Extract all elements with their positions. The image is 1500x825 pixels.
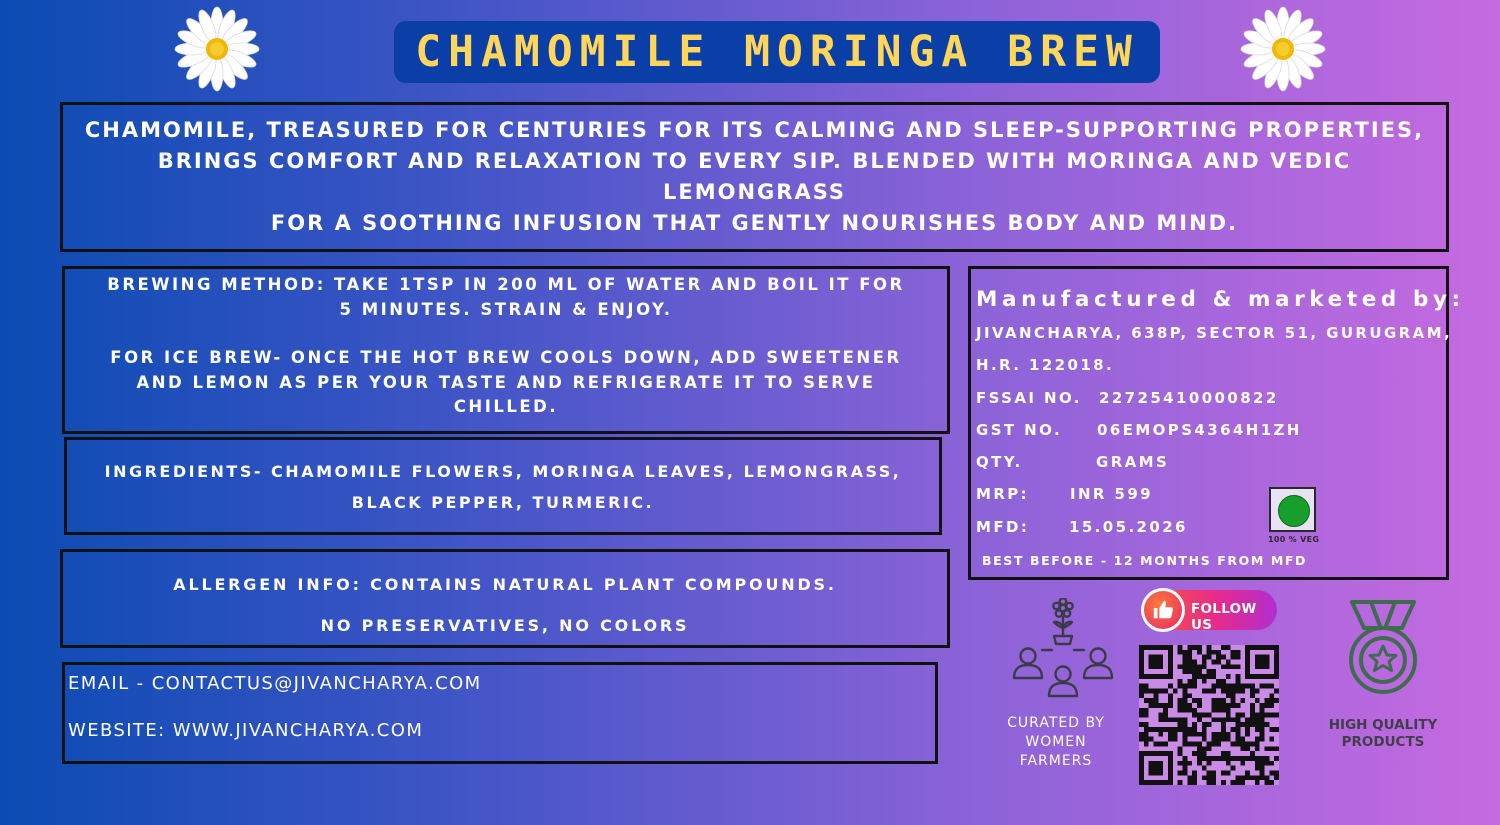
ingredients-line: BLACK PEPPER, TURMERIC.	[351, 493, 655, 512]
brewing-line: BREWING METHOD: TAKE 1TSP IN 200 ML OF WATER AND BOIL IT FOR	[107, 275, 905, 294]
daisy-left-icon	[172, 4, 262, 94]
mfd-row	[976, 518, 1446, 550]
fssai-row	[976, 389, 1446, 421]
intro-line: FOR A SOOTHING INFUSION THAT GENTLY NOURISHES BODY AND MIND.	[270, 211, 1239, 235]
qr-code[interactable]	[1139, 645, 1279, 785]
caption-line: FARMERS	[1019, 753, 1093, 769]
women-farmers-icon	[1010, 598, 1116, 702]
follow-us-label: FOLLOW US	[1191, 601, 1257, 633]
caption-line: CURATED BY	[1007, 715, 1105, 731]
caption-line: PRODUCTS	[1341, 734, 1425, 750]
fssai-value: 22725410000822	[1099, 388, 1279, 407]
caption-line: WOMEN	[1025, 734, 1087, 750]
intro-line: CHAMOMILE, TREASURED FOR CENTURIES FOR ITS CALMING AND SLEEP-SUPPORTING PROPERTIES,	[84, 118, 1425, 142]
mrp-row	[976, 485, 1446, 517]
women-farmers-caption	[993, 714, 1119, 771]
brewing-method-text	[83, 273, 929, 322]
manufacturer-heading: Manufactured & marketed by:	[976, 287, 1465, 312]
allergen-info: ALLERGEN INFO: CONTAINS NATURAL PLANT COMPOUNDS.	[173, 575, 837, 594]
intro-panel	[60, 102, 1449, 252]
thumbs-up-icon	[1141, 588, 1185, 632]
best-before-text: BEST BEFORE - 12 MONTHS FROM MFD	[982, 553, 1307, 568]
qty-label: QTY.	[976, 453, 1023, 472]
mfd-label: MFD:	[976, 517, 1030, 536]
address-line	[976, 356, 1446, 388]
ingredients-text	[85, 456, 921, 518]
qty-row	[976, 453, 1446, 485]
address-line	[976, 324, 1453, 356]
gst-label: GST NO.	[976, 420, 1063, 439]
ice-brew-line: AND LEMON AS PER YOUR TASTE AND REFRIGERATE IT TO SERVE	[136, 372, 876, 392]
mrp-label: MRP:	[976, 485, 1030, 504]
address-line-1: JIVANCHARYA, 638P, SECTOR 51, GURUGRAM,	[976, 324, 1453, 342]
address-line-2: H.R. 122018.	[976, 356, 1115, 375]
veg-mark-icon	[1269, 487, 1316, 532]
fssai-label: FSSAI NO.	[976, 388, 1082, 407]
qty-value: GRAMS	[1096, 453, 1170, 472]
ice-brew-text	[83, 346, 929, 420]
high-quality-caption	[1322, 717, 1444, 751]
daisy-right-icon	[1238, 4, 1328, 94]
gst-value: 06EMOPS4364H1ZH	[1097, 420, 1302, 439]
follow-us-button[interactable]	[1141, 590, 1277, 633]
brewing-line: 5 MINUTES. STRAIN & ENJOY.	[339, 299, 673, 319]
mfd-value: 15.05.2026	[1069, 517, 1188, 536]
intro-text	[83, 115, 1426, 239]
brewing-panel	[62, 266, 950, 434]
medal-icon	[1344, 598, 1422, 704]
ingredients-panel	[64, 437, 942, 535]
manufacturer-panel	[968, 266, 1465, 580]
veg-label: 100 % VEG	[1268, 535, 1320, 544]
ice-brew-line: FOR ICE BREW- ONCE THE HOT BREW COOLS DOWN, ADD SWEETENER	[110, 348, 902, 367]
mrp-value: INR 599	[1070, 485, 1154, 504]
product-title: CHAMOMILE MORINGA BREW	[415, 27, 1139, 77]
contact-panel	[62, 662, 938, 764]
intro-line: BRINGS COMFORT AND RELAXATION TO EVERY SIP. BLENDED WITH MORINGA AND VEDIC LEMONGRASS	[157, 149, 1352, 204]
website-line: WEBSITE: WWW.JIVANCHARYA.COM	[68, 720, 424, 741]
ice-brew-line: CHILLED.	[453, 397, 559, 416]
caption-line: HIGH QUALITY	[1328, 717, 1438, 733]
ingredients-line: INGREDIENTS- CHAMOMILE FLOWERS, MORINGA LEAVES, LEMONGRASS,	[104, 462, 902, 481]
preservatives-note: NO PRESERVATIVES, NO COLORS	[320, 616, 690, 635]
gst-row	[976, 421, 1446, 453]
title-banner	[394, 21, 1160, 83]
email-line: EMAIL - CONTACTUS@JIVANCHARYA.COM	[68, 673, 482, 694]
allergen-panel	[60, 549, 950, 648]
